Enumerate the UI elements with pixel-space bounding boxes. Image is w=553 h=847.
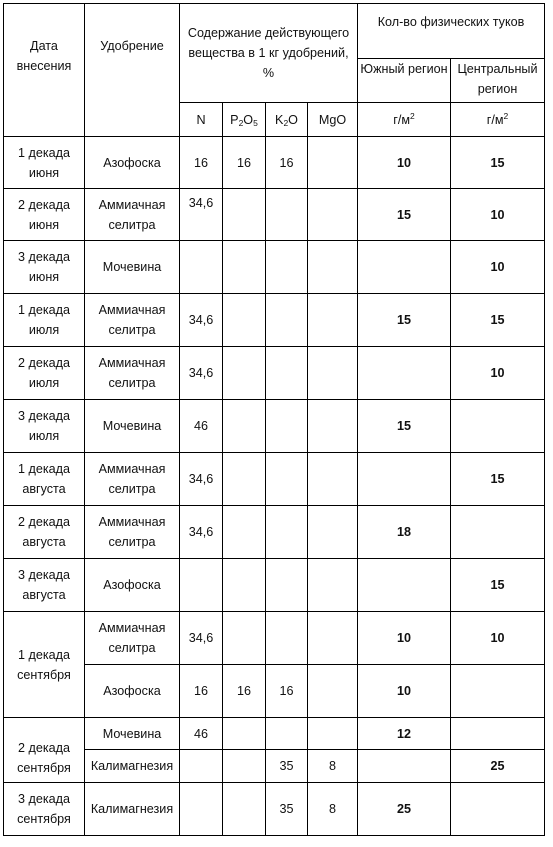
k2o-cell	[266, 718, 308, 750]
fertilizer-cell: Мочевина	[85, 241, 180, 294]
central-cell: 10	[451, 241, 545, 294]
k2o-cell	[266, 612, 308, 665]
date-cell: 1 декада августа	[4, 453, 85, 506]
p2o5-cell	[223, 347, 266, 400]
p2o5-cell	[223, 294, 266, 347]
p2o5-cell	[223, 612, 266, 665]
table-row	[4, 400, 545, 453]
mgo-cell: 8	[308, 750, 358, 783]
table-row	[4, 294, 545, 347]
table-row	[4, 665, 545, 718]
central-cell	[451, 665, 545, 718]
fertilizer-cell: Мочевина	[85, 400, 180, 453]
table-row	[4, 506, 545, 559]
table-row	[4, 347, 545, 400]
k2o-cell: 35	[266, 750, 308, 783]
p2o5-cell: 16	[223, 137, 266, 189]
p2o5-cell	[223, 750, 266, 783]
central-cell: 15	[451, 137, 545, 189]
mgo-cell	[308, 189, 358, 241]
south-cell	[358, 559, 451, 612]
date-cell: 3 декада июля	[4, 400, 85, 453]
date-cell: 2 декада августа	[4, 506, 85, 559]
n-cell	[180, 750, 223, 783]
n-cell: 46	[180, 400, 223, 453]
k2o-cell: 16	[266, 665, 308, 718]
fertilizer-cell: Мочевина	[85, 718, 180, 750]
k2o-cell	[266, 347, 308, 400]
south-cell: 25	[358, 783, 451, 836]
date-cell: 2 декада июля	[4, 347, 85, 400]
fertilizer-table	[3, 3, 545, 836]
mgo-cell	[308, 559, 358, 612]
k2o-cell	[266, 294, 308, 347]
mgo-cell	[308, 400, 358, 453]
n-cell	[180, 559, 223, 612]
header-central-region: Центральный регион	[451, 59, 545, 103]
fertilizer-cell: Аммиачная селитра	[85, 506, 180, 559]
date-cell: 2 декада июня	[4, 189, 85, 241]
central-cell: 15	[451, 294, 545, 347]
central-cell	[451, 783, 545, 836]
header-unit-south: $г/м^2$	[358, 103, 451, 137]
k2o-cell: 35	[266, 783, 308, 836]
central-cell	[451, 718, 545, 750]
south-cell: 10	[358, 665, 451, 718]
header-date: Дата внесения	[4, 4, 85, 137]
south-cell: 10	[358, 137, 451, 189]
table-row	[4, 137, 545, 189]
south-cell	[358, 347, 451, 400]
k2o-cell	[266, 453, 308, 506]
central-cell	[451, 400, 545, 453]
fertilizer-cell: Аммиачная селитра	[85, 189, 180, 241]
n-cell: 16	[180, 665, 223, 718]
mgo-cell	[308, 347, 358, 400]
p2o5-cell	[223, 718, 266, 750]
table-row	[4, 189, 545, 241]
central-cell: 15	[451, 453, 545, 506]
header-row-1	[4, 4, 545, 59]
fertilizer-cell: Аммиачная селитра	[85, 453, 180, 506]
header-south-region: Южный регион	[358, 59, 451, 103]
south-cell	[358, 241, 451, 294]
fertilizer-cell: Азофоска	[85, 559, 180, 612]
fertilizer-cell: Азофоска	[85, 137, 180, 189]
central-cell: 10	[451, 612, 545, 665]
south-cell: 15	[358, 400, 451, 453]
p2o5-cell	[223, 189, 266, 241]
header-quantity: Кол-во физических туков	[358, 4, 545, 59]
k2o-cell	[266, 506, 308, 559]
p2o5-cell	[223, 506, 266, 559]
k2o-cell: 16	[266, 137, 308, 189]
mgo-cell	[308, 665, 358, 718]
mgo-cell	[308, 137, 358, 189]
n-cell: 34,6	[180, 453, 223, 506]
header-mgo: MgO	[308, 103, 358, 137]
n-cell: 34,6	[180, 612, 223, 665]
date-cell: 1 декада июня	[4, 137, 85, 189]
header-p2o5: $P_2O_5$	[223, 103, 266, 137]
central-cell: 10	[451, 347, 545, 400]
header-k2o: $K_2O$	[266, 103, 308, 137]
header-fertilizer: Удобрение	[85, 4, 180, 137]
date-cell: 3 декада августа	[4, 559, 85, 612]
n-cell: 16	[180, 137, 223, 189]
table-row	[4, 559, 545, 612]
fertilizer-cell: Азофоска	[85, 665, 180, 718]
n-cell: 34,6	[180, 506, 223, 559]
k2o-cell	[266, 241, 308, 294]
header-n: N	[180, 103, 223, 137]
mgo-cell: 8	[308, 783, 358, 836]
central-cell	[451, 506, 545, 559]
n-cell	[180, 241, 223, 294]
p2o5-cell	[223, 400, 266, 453]
fertilizer-schedule	[3, 3, 545, 836]
table-row	[4, 783, 545, 836]
mgo-cell	[308, 294, 358, 347]
table-row	[4, 612, 545, 665]
date-cell: 2 декада сентября	[4, 718, 85, 783]
n-cell: 34,6	[180, 294, 223, 347]
p2o5-cell	[223, 241, 266, 294]
south-cell	[358, 750, 451, 783]
k2o-cell	[266, 189, 308, 241]
fertilizer-cell: Аммиачная селитра	[85, 294, 180, 347]
central-cell: 25	[451, 750, 545, 783]
n-cell: 34,6	[180, 189, 223, 241]
fertilizer-cell: Калимагнезия	[85, 783, 180, 836]
table-row	[4, 241, 545, 294]
mgo-cell	[308, 241, 358, 294]
central-cell: 10	[451, 189, 545, 241]
mgo-cell	[308, 612, 358, 665]
p2o5-cell	[223, 559, 266, 612]
south-cell: 10	[358, 612, 451, 665]
date-cell: 3 декада июня	[4, 241, 85, 294]
fertilizer-cell: Калимагнезия	[85, 750, 180, 783]
south-cell: 15	[358, 294, 451, 347]
south-cell: 12	[358, 718, 451, 750]
n-cell	[180, 783, 223, 836]
mgo-cell	[308, 718, 358, 750]
central-cell: 15	[451, 559, 545, 612]
fertilizer-cell: Аммиачная селитра	[85, 612, 180, 665]
table-row	[4, 453, 545, 506]
mgo-cell	[308, 453, 358, 506]
header-content: Содержание действующего вещества в 1 кг удобрений, %	[180, 4, 358, 103]
n-cell: 46	[180, 718, 223, 750]
p2o5-cell: 16	[223, 665, 266, 718]
table-row	[4, 750, 545, 783]
date-cell: 1 декада сентября	[4, 612, 85, 718]
date-cell: 1 декада июля	[4, 294, 85, 347]
date-cell: 3 декада сентября	[4, 783, 85, 836]
south-cell: 18	[358, 506, 451, 559]
fertilizer-cell: Аммиачная селитра	[85, 347, 180, 400]
south-cell: 15	[358, 189, 451, 241]
p2o5-cell	[223, 783, 266, 836]
n-cell: 34,6	[180, 347, 223, 400]
mgo-cell	[308, 506, 358, 559]
k2o-cell	[266, 559, 308, 612]
south-cell	[358, 453, 451, 506]
p2o5-cell	[223, 453, 266, 506]
k2o-cell	[266, 400, 308, 453]
header-unit-central: $г/м^2$	[451, 103, 545, 137]
table-row	[4, 718, 545, 750]
